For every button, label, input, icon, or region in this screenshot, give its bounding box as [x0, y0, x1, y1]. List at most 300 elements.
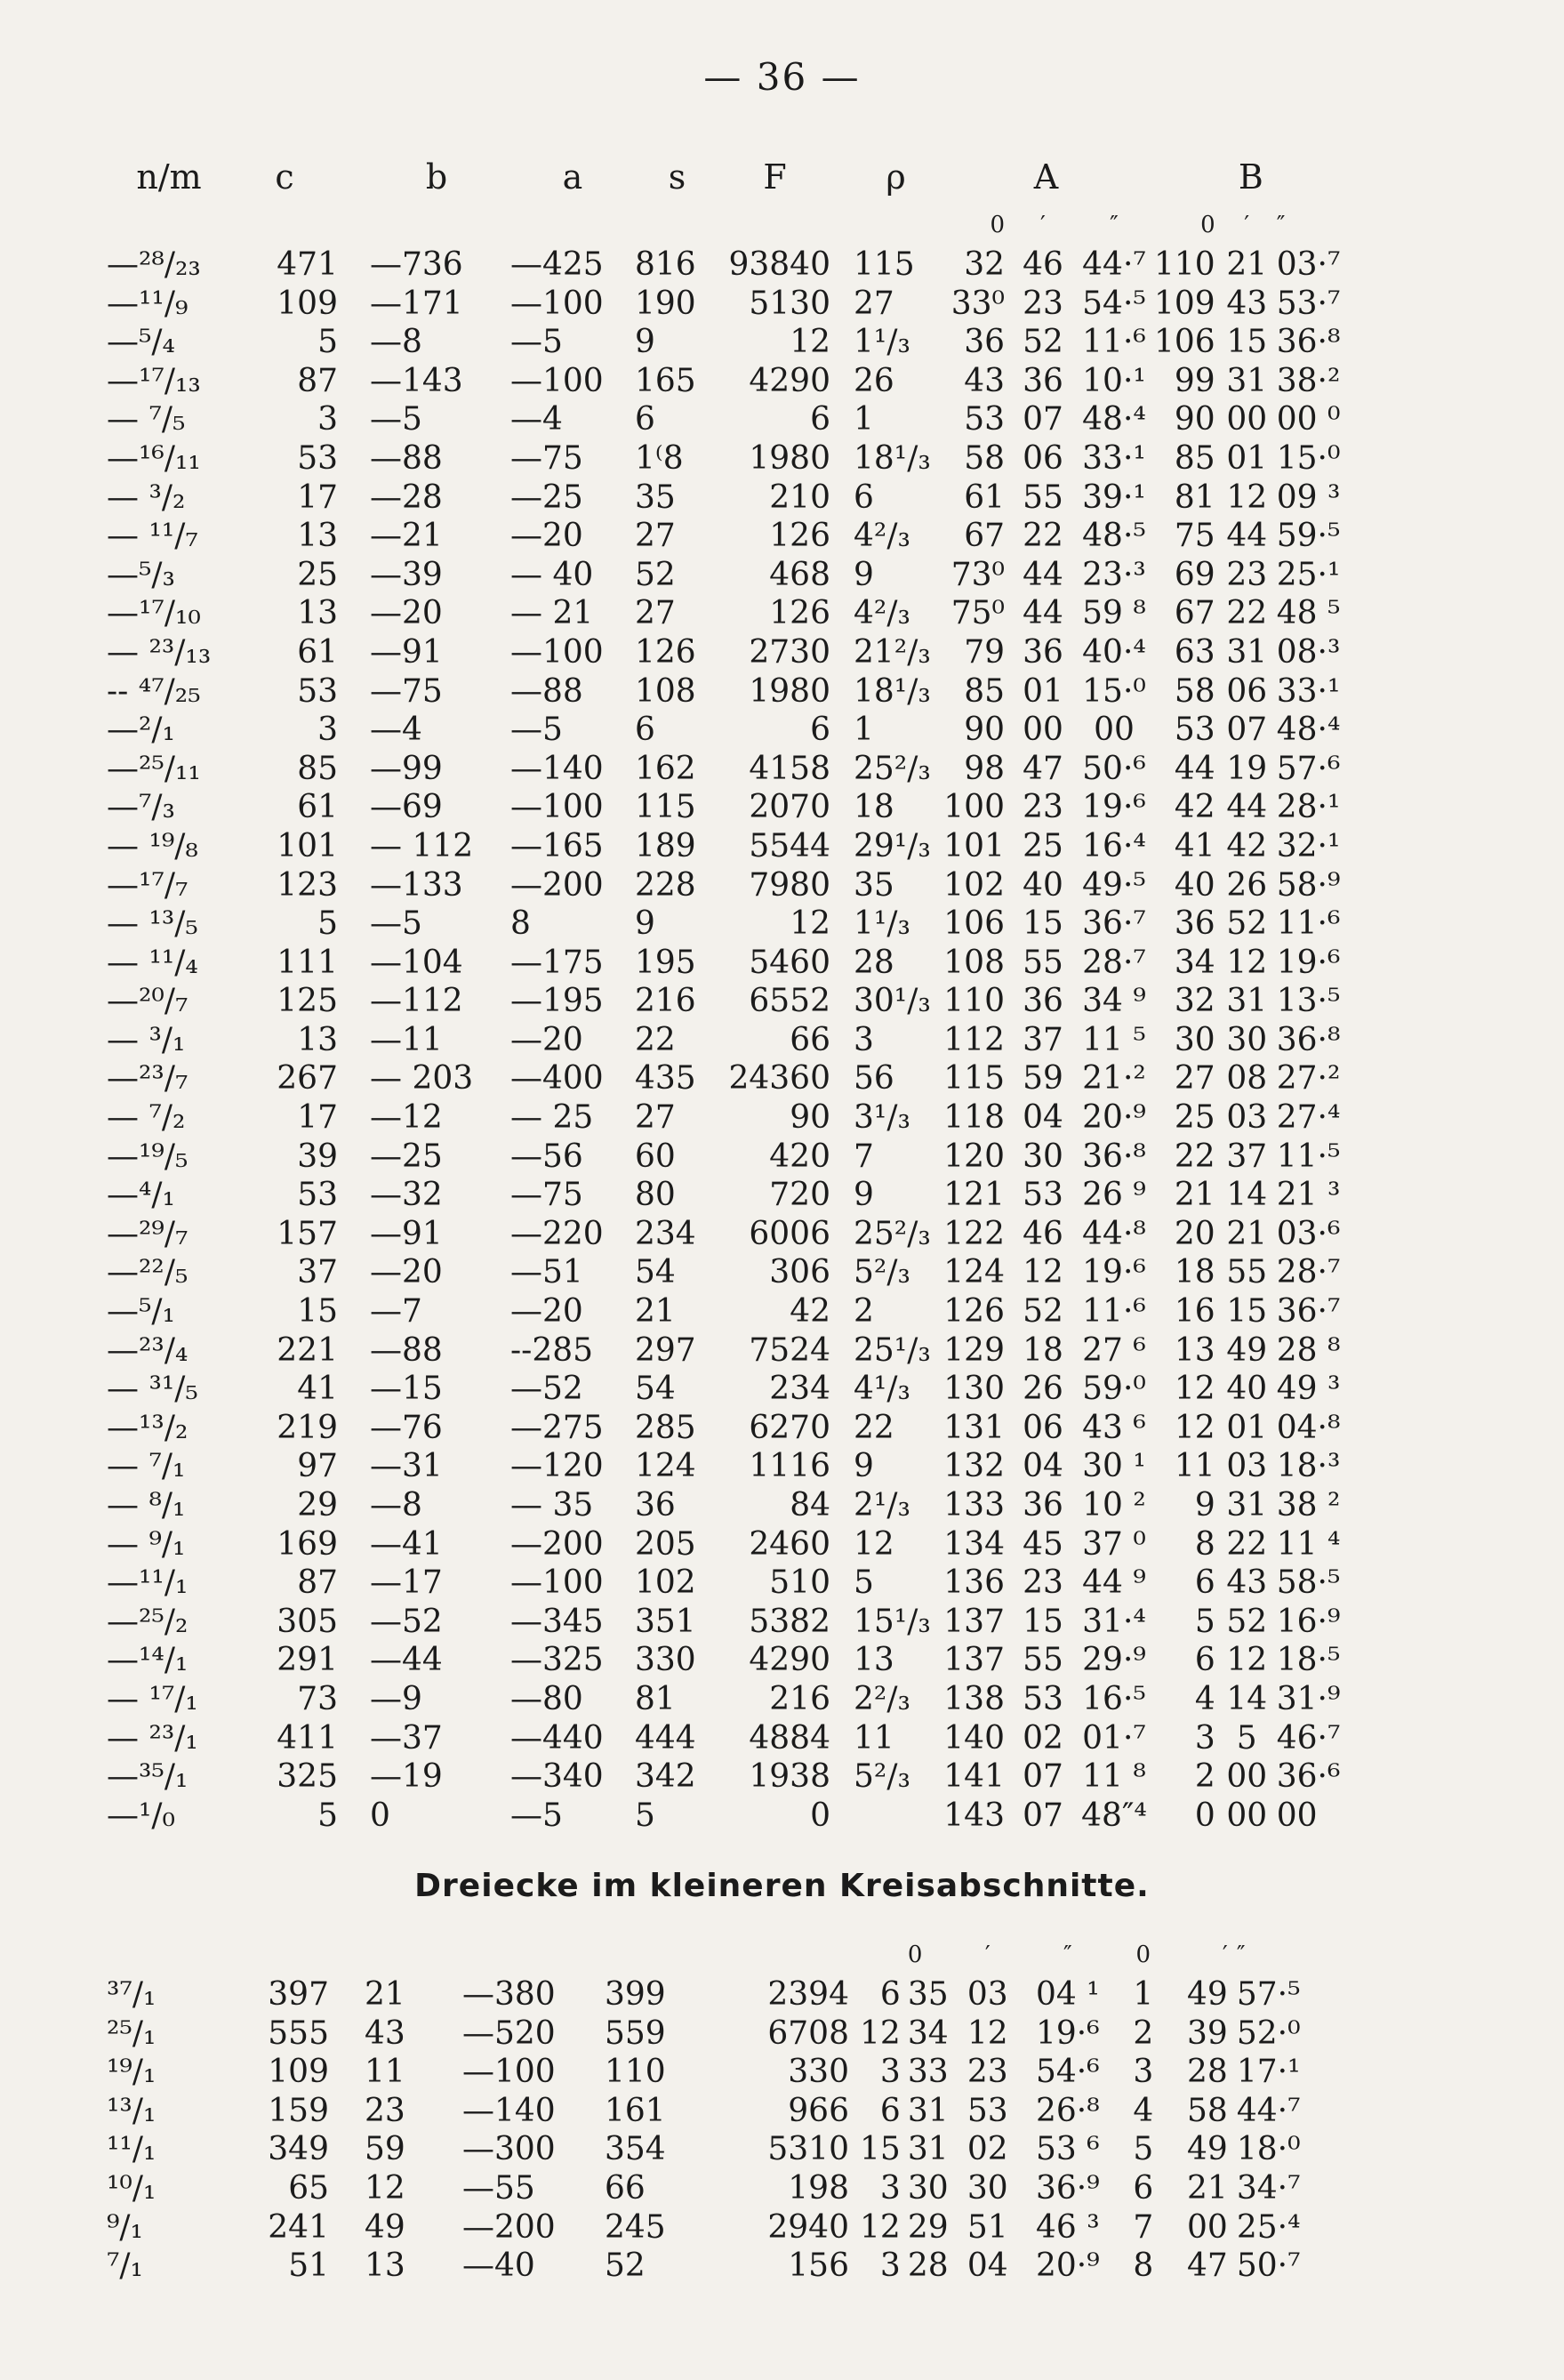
cell-B-degrees: 5: [1194, 1603, 1215, 1640]
cell-F: 6: [810, 401, 830, 438]
cell-a: —340: [510, 1758, 604, 1796]
cell-B-degrees: 3: [1133, 2054, 1154, 2091]
second-mark: ″: [1276, 212, 1286, 238]
cell-F: 84: [790, 1487, 830, 1524]
cell-rho: 13: [854, 1642, 894, 1679]
cell-b: —99: [370, 750, 443, 787]
cell-c: 267: [277, 1060, 338, 1098]
cell-A-minutes: 06: [1023, 439, 1063, 477]
cell-b: —736: [370, 246, 463, 283]
cell-A-degrees: 31: [907, 2092, 949, 2129]
cell-A-minutes: 44: [1023, 595, 1063, 632]
header-B: B: [1238, 157, 1263, 197]
cell-s: 52: [635, 556, 676, 593]
cell-A-degrees: 134: [943, 1525, 1005, 1563]
cell-F: 24360: [728, 1060, 830, 1098]
cell-c: 109: [277, 285, 338, 322]
cell-rho: 2: [854, 1293, 874, 1331]
cell-B-degrees: 27: [1174, 1060, 1215, 1098]
cell-rho: 1¹/₃: [854, 905, 910, 943]
cell-A-seconds: 20·⁹: [1035, 2247, 1100, 2285]
cell-F: 6270: [749, 1409, 830, 1446]
cell-A-degrees: 106: [943, 905, 1005, 943]
cell-ratio: —²²/₅: [107, 1254, 188, 1291]
cell-B-degrees: 90: [1174, 401, 1215, 438]
cell-a: 8: [510, 905, 531, 943]
cell-b: —133: [370, 866, 463, 904]
minute-mark: ′: [1040, 212, 1046, 238]
table-row: [107, 672, 1348, 712]
cell-F: 6708: [767, 2014, 849, 2052]
cell-B-minutes: 03: [1226, 1448, 1268, 1485]
cell-F: 210: [769, 478, 830, 516]
minute-mark: ′: [1222, 1942, 1228, 1968]
cell-a: —75: [510, 439, 583, 477]
cell-A-seconds: 19·⁶: [1082, 1254, 1146, 1291]
cell-a: —20: [510, 518, 583, 555]
cell-B-seconds: 00: [1276, 1797, 1318, 1834]
cell-s: 165: [635, 362, 696, 399]
cell-B-degrees: 1: [1133, 1976, 1154, 2013]
cell-a: —5: [510, 1797, 563, 1834]
cell-B-minutes: 12: [1226, 944, 1268, 981]
cell-A-minutes: 36: [1023, 1487, 1063, 1524]
cell-ratio: —⁴/₁: [107, 1177, 175, 1214]
cell-B-seconds: 36·⁶: [1276, 1758, 1341, 1796]
cell-B-degrees: 8: [1194, 1525, 1215, 1563]
cell-ratio: —¹⁴/₁: [107, 1642, 188, 1679]
section-title: Dreiecke im kleineren Kreisabschnitte.: [414, 1868, 1150, 1904]
cell-A-seconds: 40·⁴: [1082, 633, 1146, 671]
cell-F: 1116: [749, 1448, 830, 1485]
cell-c: 37: [297, 1254, 338, 1291]
cell-c: 73: [297, 1680, 338, 1717]
cell-B-minutes: 08: [1226, 1060, 1268, 1098]
cell-rho: 29¹/₃: [854, 827, 931, 864]
cell-B-minutes: 23: [1226, 556, 1268, 593]
cell-ratio: — ¹³/₅: [107, 905, 198, 943]
cell-A-minutes: 18: [1023, 1331, 1063, 1369]
cell-B-degrees: 25: [1174, 1099, 1215, 1137]
cell-b: —37: [370, 1719, 443, 1757]
cell-ratio: —²/₁: [107, 712, 175, 749]
cell-rho: 3: [854, 1021, 874, 1058]
cell-A-seconds: 10 ²: [1082, 1487, 1146, 1524]
cell-ratio: — ¹⁷/₁: [107, 1680, 198, 1717]
header-F: F: [763, 157, 787, 197]
cell-s: 195: [635, 944, 696, 981]
cell-B-seconds: 50·⁷: [1236, 2247, 1301, 2285]
cell-c: 411: [277, 1719, 338, 1757]
table-row: [107, 2247, 1317, 2286]
cell-B-degrees: 5: [1133, 2131, 1154, 2168]
cell-s: 234: [635, 1215, 696, 1252]
cell-A-seconds: 16·⁴: [1082, 827, 1146, 864]
table-row: [107, 1641, 1348, 1680]
cell-rho: 3: [879, 2247, 901, 2285]
table-row: [107, 866, 1348, 905]
cell-c: 169: [277, 1525, 338, 1563]
cell-rho: 9: [854, 556, 874, 593]
cell-F: 93840: [728, 246, 830, 283]
cell-A-degrees: 137: [943, 1603, 1005, 1640]
cell-B-seconds: 18·⁰: [1236, 2131, 1301, 2168]
cell-B-minutes: 58: [1187, 2092, 1228, 2129]
cell-A-seconds: 19·⁶: [1035, 2014, 1100, 2052]
cell-s: 5: [635, 1797, 655, 1834]
cell-A-minutes: 04: [1023, 1099, 1063, 1137]
cell-A-seconds: 30 ¹: [1082, 1448, 1146, 1485]
cell-B-seconds: 57·⁶: [1276, 750, 1341, 787]
cell-A-seconds: 46 ³: [1035, 2208, 1100, 2246]
cell-a: — 40: [510, 556, 594, 593]
cell-A-seconds: 53 ⁶: [1035, 2131, 1100, 2168]
cell-B-degrees: 63: [1174, 633, 1215, 671]
cell-B-seconds: 13·⁵: [1276, 983, 1341, 1020]
cell-A-minutes: 01: [1023, 672, 1063, 710]
cell-rho: 1¹/₃: [854, 324, 910, 361]
cell-s: 27: [635, 595, 676, 632]
cell-rho: 25²/₃: [854, 1215, 931, 1252]
cell-s: 1⁽8: [635, 439, 684, 477]
cell-F: 198: [788, 2169, 849, 2207]
cell-s: 816: [635, 246, 696, 283]
cell-s: 161: [605, 2092, 666, 2129]
table-row: [107, 245, 1348, 285]
table-row: [107, 1757, 1348, 1797]
cell-B-seconds: 58·⁵: [1276, 1564, 1341, 1602]
cell-s: 35: [635, 478, 676, 516]
cell-A-minutes: 23: [1023, 1564, 1063, 1602]
cell-A-minutes: 59: [1023, 1060, 1063, 1098]
cell-A-degrees: 36: [964, 324, 1005, 361]
cell-c: 25: [297, 556, 338, 593]
table-row: [107, 1680, 1348, 1719]
cell-A-degrees: 75⁰: [950, 595, 1005, 632]
table-row: [107, 594, 1348, 633]
cell-A-degrees: 33: [907, 2054, 949, 2091]
cell-a: —40: [462, 2247, 535, 2285]
cell-F: 2730: [749, 633, 830, 671]
cell-B-minutes: 37: [1226, 1138, 1268, 1175]
cell-s: 54: [635, 1254, 676, 1291]
header-A: A: [1033, 157, 1059, 197]
cell-a: —220: [510, 1215, 604, 1252]
cell-B-seconds: 19·⁶: [1276, 944, 1341, 981]
cell-B-seconds: 28·¹: [1276, 789, 1341, 826]
cell-c: 3: [317, 712, 338, 749]
cell-ratio: — ⁷/₁: [107, 1448, 186, 1485]
cell-a: —20: [510, 1293, 583, 1331]
cell-b: 23: [365, 2092, 405, 2129]
cell-A-minutes: 36: [1023, 983, 1063, 1020]
cell-A-seconds: 04 ¹: [1035, 1976, 1100, 2013]
cell-b: —25: [370, 1138, 443, 1175]
cell-ratio: — ¹¹/₇: [107, 518, 198, 555]
cell-B-degrees: 106: [1154, 324, 1215, 361]
header-row: [107, 151, 1348, 205]
cell-B-seconds: 59·⁵: [1276, 518, 1341, 555]
cell-b: 0: [370, 1797, 390, 1834]
cell-A-minutes: 47: [1023, 750, 1063, 787]
cell-b: — 203: [370, 1060, 474, 1098]
cell-A-degrees: 35: [907, 1976, 949, 2013]
cell-a: —55: [462, 2169, 535, 2207]
cell-A-degrees: 126: [943, 1293, 1005, 1331]
cell-a: —25: [510, 478, 583, 516]
cell-B-seconds: 57·⁵: [1236, 1976, 1301, 2013]
cell-a: —51: [510, 1254, 583, 1291]
table-row: [107, 1176, 1348, 1215]
cell-B-minutes: 22: [1226, 595, 1268, 632]
table-row: [107, 750, 1348, 789]
cell-b: —104: [370, 944, 463, 981]
cell-c: 219: [277, 1409, 338, 1446]
cell-B-minutes: 21: [1187, 2169, 1228, 2207]
cell-B-degrees: 12: [1174, 1371, 1215, 1408]
cell-b: —21: [370, 518, 443, 555]
table-row: [107, 556, 1348, 595]
cell-b: —88: [370, 1331, 443, 1369]
cell-c: 471: [277, 246, 338, 283]
cell-s: 162: [635, 750, 696, 787]
cell-ratio: —¹¹/₉: [107, 285, 188, 322]
cell-A-seconds: 19·⁶: [1082, 789, 1146, 826]
cell-s: 36: [635, 1487, 676, 1524]
table-row: [107, 1098, 1348, 1138]
cell-a: —100: [510, 633, 604, 671]
cell-c: 53: [297, 439, 338, 477]
header-s: s: [668, 157, 686, 197]
cell-B-seconds: 49 ³: [1276, 1371, 1341, 1408]
cell-b: 21: [365, 1976, 405, 2013]
cell-A-minutes: 30: [966, 2169, 1008, 2207]
cell-B-seconds: 27·²: [1276, 1060, 1341, 1098]
cell-b: —19: [370, 1758, 443, 1796]
cell-s: 216: [635, 983, 696, 1020]
cell-s: 190: [635, 285, 696, 322]
cell-ratio: —⁵/₃: [107, 556, 175, 593]
cell-A-minutes: 53: [966, 2092, 1008, 2129]
cell-A-degrees: 132: [943, 1448, 1005, 1485]
cell-F: 1980: [749, 439, 830, 477]
table-row: [107, 517, 1348, 556]
header-rho: ρ: [886, 157, 906, 197]
cell-B-minutes: 12: [1226, 478, 1268, 516]
cell-A-degrees: 32: [964, 246, 1005, 283]
cell-A-degrees: 67: [964, 518, 1005, 555]
small-table-body: [107, 1934, 1317, 2286]
cell-A-seconds: 23·³: [1082, 556, 1146, 593]
cell-b: —20: [370, 595, 443, 632]
cell-a: —100: [462, 2054, 556, 2091]
cell-B-minutes: 43: [1226, 1564, 1268, 1602]
cell-A-minutes: 03: [966, 1976, 1008, 2013]
cell-F: 468: [769, 556, 830, 593]
cell-a: —5: [510, 712, 563, 749]
cell-F: 4884: [749, 1719, 830, 1757]
table-row: [107, 944, 1348, 983]
cell-rho: 26: [854, 362, 894, 399]
cell-B-degrees: 36: [1174, 905, 1215, 943]
cell-ratio: ⁷/₁: [107, 2247, 143, 2285]
cell-A-minutes: 02: [1023, 1719, 1063, 1757]
cell-A-minutes: 45: [1023, 1525, 1063, 1563]
cell-ratio: —¹¹/₁: [107, 1564, 188, 1602]
cell-b: 43: [365, 2014, 405, 2052]
cell-c: 51: [288, 2247, 329, 2285]
cell-B-minutes: 31: [1226, 983, 1268, 1020]
cell-B-degrees: 16: [1174, 1293, 1215, 1331]
cell-B-minutes: 01: [1226, 1409, 1268, 1446]
cell-c: 53: [297, 672, 338, 710]
cell-c: 29: [297, 1487, 338, 1524]
page-number: — 36 —: [703, 55, 861, 99]
cell-a: —520: [462, 2014, 556, 2052]
cell-ratio: —²⁰/₇: [107, 983, 188, 1020]
cell-B-degrees: 13: [1174, 1331, 1215, 1369]
cell-B-degrees: 6: [1194, 1564, 1215, 1602]
cell-B-minutes: 26: [1226, 866, 1268, 904]
cell-c: 5: [317, 905, 338, 943]
table-row: [107, 1253, 1348, 1292]
cell-rho: 12: [854, 1525, 894, 1563]
cell-F: 2940: [767, 2208, 849, 2246]
degree-mark: 0: [990, 212, 1005, 238]
cell-c: 101: [277, 827, 338, 864]
cell-c: 13: [297, 518, 338, 555]
cell-rho: 3¹/₃: [854, 1099, 910, 1137]
cell-B-seconds: 32·¹: [1276, 827, 1341, 864]
cell-F: 126: [769, 518, 830, 555]
cell-A-degrees: 130: [943, 1371, 1005, 1408]
cell-A-minutes: 00: [1023, 712, 1063, 749]
cell-B-minutes: 30: [1226, 1021, 1268, 1058]
cell-a: —440: [510, 1719, 604, 1757]
table-row: [107, 2014, 1317, 2054]
cell-A-seconds: 21·²: [1082, 1060, 1146, 1098]
cell-A-seconds: 39·¹: [1082, 478, 1146, 516]
cell-rho: 25¹/₃: [854, 1331, 931, 1369]
cell-A-minutes: 55: [1023, 478, 1063, 516]
table-row: [107, 1215, 1348, 1254]
cell-c: 13: [297, 1021, 338, 1058]
cell-A-seconds: 33·¹: [1082, 439, 1146, 477]
cell-ratio: —⁵/₄: [107, 324, 175, 361]
cell-B-minutes: 15: [1226, 324, 1268, 361]
cell-rho: 3: [879, 2054, 901, 2091]
cell-rho: 28: [854, 944, 894, 981]
table-row: [107, 1486, 1348, 1525]
cell-F: 5130: [749, 285, 830, 322]
cell-A-degrees: 110: [943, 983, 1005, 1020]
cell-A-degrees: 31: [907, 2131, 949, 2168]
cell-a: —20: [510, 1021, 583, 1058]
minute-mark: ′: [1244, 212, 1250, 238]
cell-c: 17: [297, 478, 338, 516]
cell-B-seconds: 15·⁰: [1276, 439, 1341, 477]
cell-A-seconds: 10·¹: [1082, 362, 1146, 399]
cell-ratio: —¹⁷/₁₃: [107, 362, 201, 399]
cell-F: 12: [790, 905, 830, 943]
cell-c: 61: [297, 789, 338, 826]
cell-A-degrees: 85: [964, 672, 1005, 710]
cell-a: —400: [510, 1060, 604, 1098]
cell-b: —41: [370, 1525, 443, 1563]
cell-a: —140: [510, 750, 604, 787]
table-row: [107, 400, 1348, 439]
table-row: [107, 2092, 1317, 2131]
cell-ratio: ¹⁰/₁: [107, 2169, 156, 2207]
cell-a: —5: [510, 324, 563, 361]
cell-A-degrees: 133: [943, 1487, 1005, 1524]
cell-rho: 3: [879, 2169, 901, 2207]
cell-s: 108: [635, 672, 696, 710]
cell-a: —300: [462, 2131, 556, 2168]
table-row: [107, 711, 1348, 750]
cell-a: —100: [510, 285, 604, 322]
cell-s: 559: [605, 2014, 666, 2052]
cell-c: 13: [297, 595, 338, 632]
cell-A-seconds: 01·⁷: [1082, 1719, 1146, 1757]
cell-B-seconds: 11·⁶: [1276, 905, 1341, 943]
degree-mark: 0: [1135, 1942, 1151, 1968]
cell-s: 80: [635, 1177, 676, 1214]
cell-B-minutes: 40: [1226, 1371, 1268, 1408]
cell-A-seconds: 31·⁴: [1082, 1603, 1146, 1640]
cell-B-seconds: 58·⁹: [1276, 866, 1341, 904]
cell-c: 159: [268, 2092, 329, 2129]
cell-rho: 35: [854, 866, 894, 904]
cell-A-degrees: 79: [964, 633, 1005, 671]
cell-c: 305: [277, 1603, 338, 1640]
cell-A-degrees: 138: [943, 1680, 1005, 1717]
cell-a: —100: [510, 362, 604, 399]
cell-ratio: — ⁹/₁: [107, 1525, 186, 1563]
cell-B-minutes: 49: [1226, 1331, 1268, 1369]
cell-ratio: ³⁷/₁: [107, 1976, 156, 2013]
cell-A-degrees: 120: [943, 1138, 1005, 1175]
cell-ratio: —²⁸/₂₃: [107, 246, 201, 283]
header-a: a: [562, 157, 583, 197]
cell-B-degrees: 53: [1174, 712, 1215, 749]
cell-b: —32: [370, 1177, 443, 1214]
cell-B-minutes: 28: [1187, 2054, 1228, 2091]
table-row: [107, 362, 1348, 401]
cell-s: 9: [635, 905, 655, 943]
cell-b: —4: [370, 712, 422, 749]
cell-c: 123: [277, 866, 338, 904]
cell-s: 52: [605, 2247, 646, 2285]
cell-s: 245: [605, 2208, 666, 2246]
cell-b: 13: [365, 2247, 405, 2285]
cell-A-seconds: 50·⁶: [1082, 750, 1146, 787]
cell-rho: 15¹/₃: [854, 1603, 931, 1640]
cell-rho: 1: [854, 712, 874, 749]
cell-F: 2460: [749, 1525, 830, 1563]
cell-A-degrees: 137: [943, 1642, 1005, 1679]
cell-A-minutes: 04: [1023, 1448, 1063, 1485]
cell-ratio: —⁵/₁: [107, 1293, 175, 1331]
cell-b: —8: [370, 324, 422, 361]
cell-F: 5382: [749, 1603, 830, 1640]
cell-A-seconds: 11·⁶: [1082, 324, 1146, 361]
table-row: [107, 788, 1348, 827]
cell-rho: 2¹/₃: [854, 1487, 910, 1524]
cell-s: 435: [635, 1060, 696, 1098]
cell-s: 6: [635, 712, 655, 749]
header-nm: n/m: [136, 157, 202, 197]
